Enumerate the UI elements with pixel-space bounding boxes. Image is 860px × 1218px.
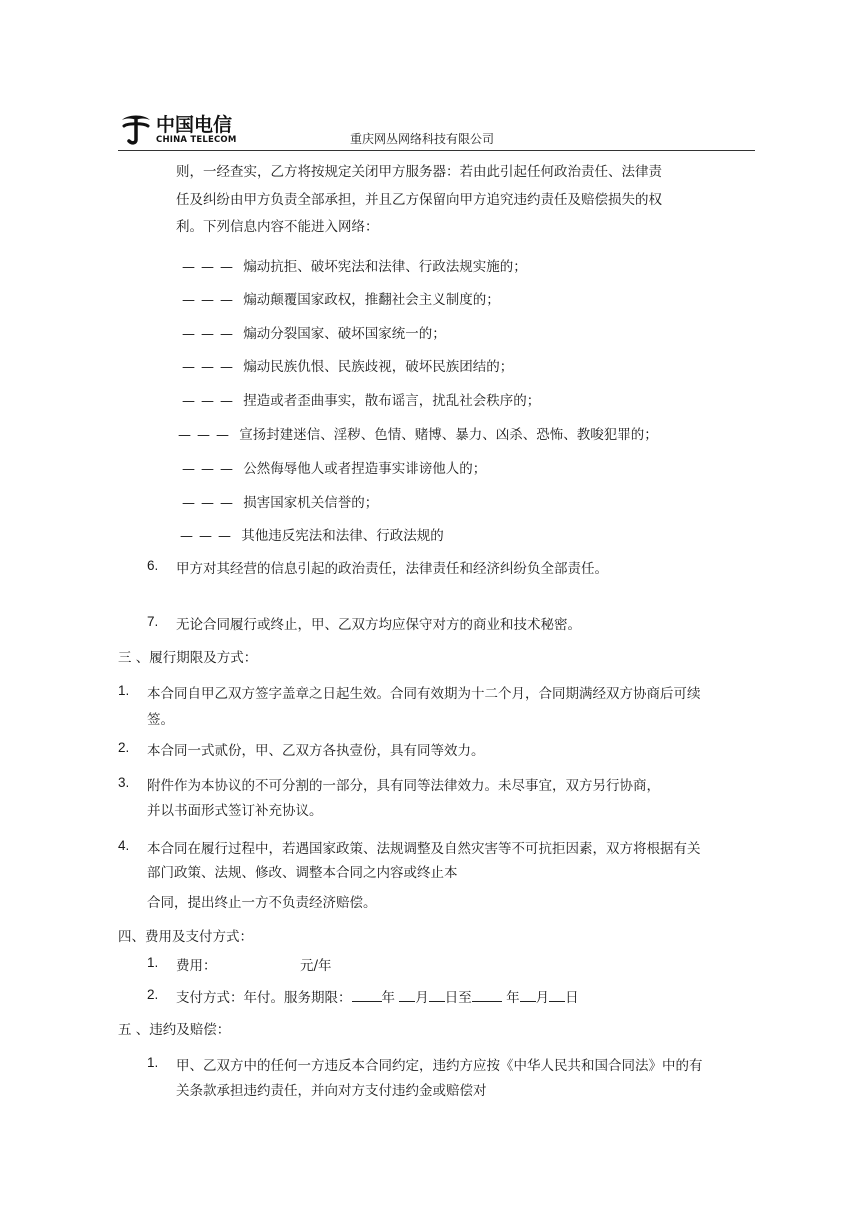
prohibited-item [182,355,513,375]
prohibited-item [182,255,527,275]
prohibited-item [182,491,378,511]
section-4-title: 四、费用及支付方式： [118,929,253,945]
dash-marker: ——— [182,260,239,275]
year-label: 年 [506,990,520,1006]
dash-marker: ——— [182,496,239,511]
section-5-item-1-line: 关条款承担违约责任，并向对方支付违约金或赔偿对 [176,1083,487,1099]
section-3-item-3-line: 并以书面形式签订补充协议。 [147,803,323,819]
prohibited-item [182,389,540,409]
item-7-text: 无论合同履行或终止，甲、乙双方均应保守对方的商业和技术秘密。 [176,617,581,633]
intro-line: 利。下列信息内容不能进入网络： [176,219,379,235]
dash-marker: ——— [180,529,237,544]
prohibited-item [182,322,446,342]
prohibited-item [182,288,500,308]
payment-line [176,986,579,1006]
dash-marker: ——— [178,428,235,443]
section-3-title: 三 、履行期限及方式： [118,650,258,666]
item-number: 1. [147,955,159,970]
blank-field [352,989,382,1002]
dash-marker: ——— [182,360,239,375]
prohibited-item [182,457,486,477]
section-3-item-3-line: 附件作为本协议的不可分割的一部分，具有同等法律效力。未尽事宜，双方另行协商， [147,778,660,794]
item-number: 2. [118,740,130,755]
month-label: 月 [415,990,429,1006]
payment-label: 支付方式：年付。服务期限： [176,990,352,1006]
logo-chinese-text: 中国电信 [156,114,233,136]
intro-line: 任及纠纷由甲方负责全部承担，并且乙方保留向甲方追究违约责任及赔偿损失的权 [176,192,662,208]
company-name: 重庆网丛网络科技有限公司 [350,132,495,146]
section-5-title: 五 、违约及赔偿： [118,1022,231,1038]
prohibited-item-text: 煽动分裂国家、破坏国家统一的； [243,326,446,342]
item-number: 1. [147,1055,159,1070]
prohibited-item-text: 公然侮辱他人或者捏造事实诽谤他人的； [243,461,487,477]
blank-field [549,989,565,1002]
fee-label: 费用： [176,958,217,974]
dash-marker: ——— [182,462,239,477]
dash-marker: ——— [182,327,239,342]
china-telecom-logo [118,110,268,150]
prohibited-item-text: 宣扬封建迷信、淫秽、色情、赌博、暴力、凶杀、恐怖、教唆犯罪的； [239,427,658,443]
item-number: 7. [147,614,159,629]
dash-marker: ——— [182,394,239,409]
header-divider [118,150,755,151]
prohibited-item-text: 煽动民族仇恨、民族歧视，破坏民族团结的； [243,359,514,375]
day-label: 日 [565,990,579,1006]
section-3-item-4-line: 本合同在履行过程中，若遇国家政策、法规调整及自然灾害等不可抗拒因素，双方将根据有关 [147,841,701,857]
section-3-item-4-line: 部门政策、法规、修改、调整本合同之内容或终止本 [147,865,458,881]
intro-line: 则，一经查实，乙方将按规定关闭甲方服务器：若由此引起任何政治责任、法律责 [176,164,662,180]
section-5-item-1-line: 甲、乙双方中的任何一方违反本合同约定，违约方应按《中华人民共和国合同法》中的有 [176,1058,703,1074]
item-number: 6. [147,558,159,573]
year-label: 年 [381,990,395,1006]
item-6-text: 甲方对其经营的信息引起的政治责任，法律责任和经济纠纷负全部责任。 [176,561,608,577]
day-to-label: 日至 [444,990,472,1006]
section-3-item-1-line: 签。 [147,712,174,728]
prohibited-item-text: 煽动抗拒、破坏宪法和法律、行政法规实施的； [243,259,527,275]
section-3-item-4-line: 合同，提出终止一方不负责经济赔偿。 [147,895,377,911]
month-label: 月 [535,990,550,1006]
blank-field [472,989,502,1002]
section-3-item-2-line: 本合同一式贰份，甲、乙双方各执壹份，具有同等效力。 [147,743,485,759]
prohibited-item-text: 煽动颠覆国家政权，推翻社会主义制度的； [243,292,500,308]
item-number: 3. [118,775,130,790]
prohibited-item-text: 损害国家机关信誉的； [243,495,379,511]
blank-field [429,989,445,1002]
item-number: 1. [118,683,130,698]
section-3-item-1-line: 本合同自甲乙双方签字盖章之日起生效。合同有效期为十二个月，合同期满经双方协商后可续 [147,686,701,702]
prohibited-item-text: 捏造或者歪曲事实，散布谣言，扰乱社会秩序的； [243,393,541,409]
fee-unit: 元/年 [300,958,332,974]
blank-field [520,989,536,1002]
item-number: 4. [118,838,130,853]
blank-field [399,989,415,1002]
prohibited-item [178,423,658,443]
dash-marker: ——— [182,293,239,308]
logo-english-text: CHINA TELECOM [156,135,237,145]
china-telecom-emblem-icon [118,110,154,146]
prohibited-item-text: 其他违反宪法和法律、行政法规的 [241,528,444,544]
prohibited-item [180,524,444,544]
item-number: 2. [147,987,159,1002]
